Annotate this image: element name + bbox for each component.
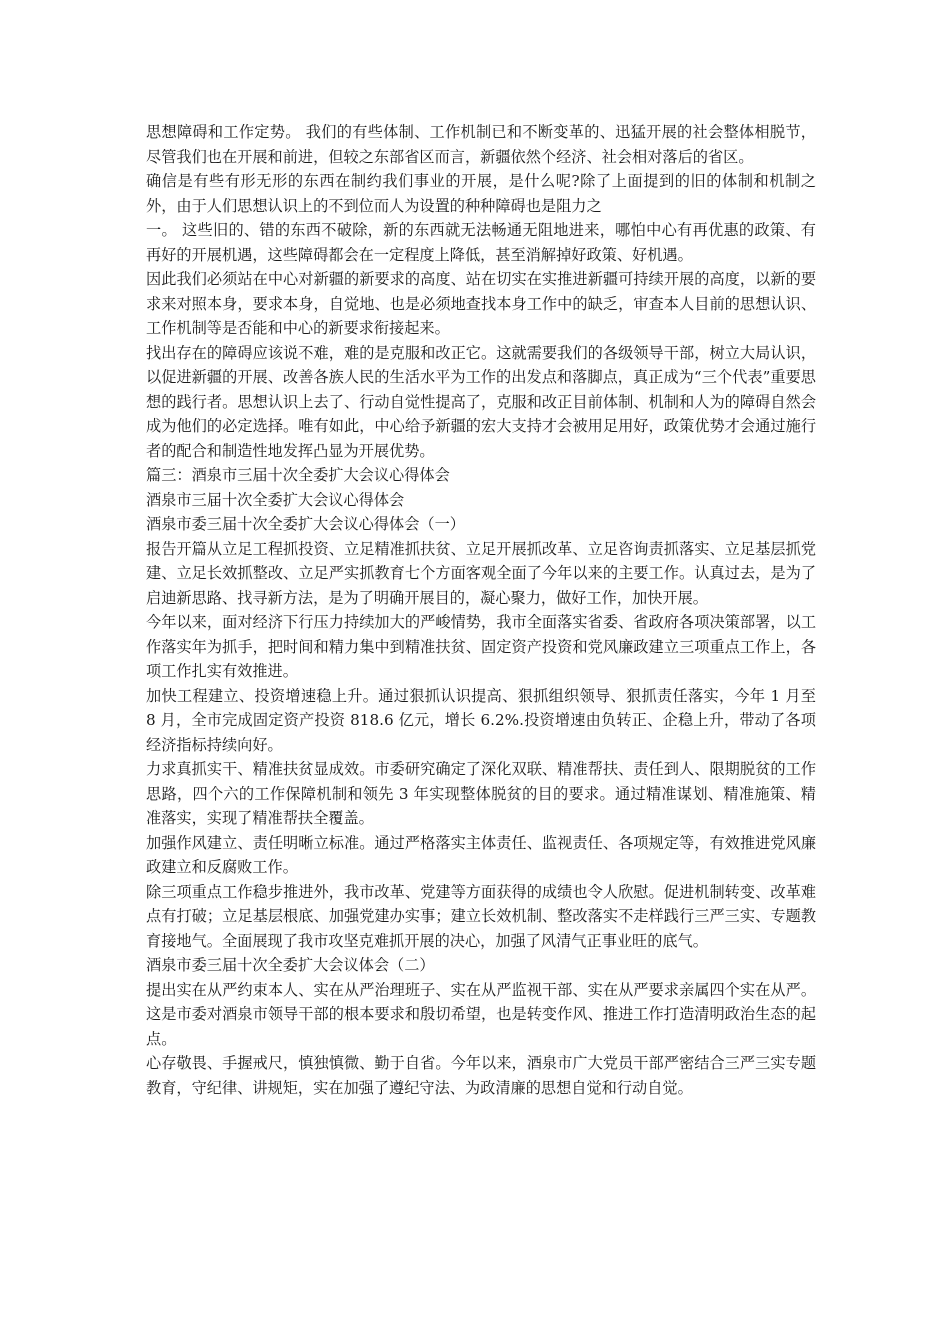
paragraph: 加强作风建立、责任明晰立标准。通过严格落实主体责任、监视责任、各项规定等，有效推进党风廉政建立和反腐败工作。 [146,833,816,876]
paragraph: 找出存在的障碍应该说不难，难的是克服和改正它。这就需要我们的各级领导干部，树立大局认识，以促进新疆的开展、改善各族人民的生活水平为工作的出发点和落脚点，真正成为“三个代表”重要思想的践行者。思想认识上去了、行动自觉性提高了，克服和改正目前体制、机制和人为的障碍自然会成为他们的必定选择。唯有如此，中心给予新疆的宏大支持才会被用足用好，政策优势才会通过施行者的配合和制造性地发挥凸显为开展优势。 [146,343,816,460]
paragraph: 今年以来，面对经济下行压力持续加大的严峻情势，我市全面落实省委、省政府各项决策部署，以工作落实年为抓手，把时间和精力集中到精准扶贫、固定资产投资和党风廉政建立三项重点工作上，各项工作扎实有效推进。 [146,613,816,680]
subsection-title: 酒泉市委三届十次全委扩大会议心得体会（一） [146,515,465,533]
paragraph: 提出实在从严约束本人、实在从严治理班子、实在从严监视干部、实在从严要求亲属四个实在从严。这是市委对酒泉市领导干部的根本要求和殷切希望，也是转变作风、推进工作打造清明政治生态的起点。 [146,980,816,1048]
section-heading: 篇三：酒泉市三届十次全委扩大会议心得体会 [146,466,450,484]
paragraph: 力求真抓实干、精准扶贫显成效。市委研究确定了深化双联、精准帮扶、责任到人、限期脱贫的工作思路，四个六的工作保障机制和领先 3 年实现整体脱贫的目的要求。通过精准谋划、精准施策、精准落实，实现了精准帮扶全覆盖。 [146,760,816,827]
paragraph: 加快工程建立、投资增速稳上升。通过狠抓认识提高、狠抓组织领导、狠抓责任落实，今年 1 月至 8 月，全市完成固定资产投资 818.6 亿元，增长 6.2%.投资增速由负转正、企稳上升，带动了各项经济指标持续向好。 [146,686,816,754]
paragraph: 因此我们必须站在中心对新疆的新要求的高度、站在切实在实推进新疆可持续开展的高度，以新的要求来对照本身，要求本身，自觉地、也是必须地查找本身工作中的缺乏，审查本人目前的思想认识、工作机制等是否能和中心的新要求衔接起来。 [146,270,816,337]
paragraph: 除三项重点工作稳步推进外，我市改革、党建等方面获得的成绩也令人欣慰。促进机制转变、改革难点有打破；立足基层根底、加强党建办实事；建立长效机制、整改落实不走样践行三严三实、专题教育接地气。全面展现了我市攻坚克难抓开展的决心，加强了风清气正事业旺的底气。 [146,882,816,950]
paragraph: 报告开篇从立足工程抓投资、立足精准抓扶贫、立足开展抓改革、立足咨询责抓落实、立足基层抓党建、立足长效抓整改、立足严实抓教育七个方面客观全面了今年以来的主要工作。认真过去，是为了启迪新思路、找寻新方法，是为了明确开展目的，凝心聚力，做好工作，加快开展。 [146,539,816,607]
subsection-title: 酒泉市委三届十次全委扩大会议体会（二） [146,956,435,974]
paragraph: 心存敬畏、手握戒尺，慎独慎微、勤于自省。今年以来，酒泉市广大党员干部严密结合三严三实专题教育，守纪律、讲规矩，实在加强了遵纪守法、为政清廉的思想自觉和行动自觉。 [146,1054,816,1097]
section-title: 酒泉市三届十次全委扩大会议心得体会 [146,490,405,509]
paragraph: 确信是有些有形无形的东西在制约我们事业的开展，是什么呢?除了上面提到的旧的体制和机制之外，由于人们思想认识上的不到位而人为设置的种种障碍也是阻力之 [146,172,816,215]
paragraph: 思想障碍和工作定势。 我们的有些体制、工作机制已和不断变革的、迅猛开展的社会整体相脱节，尽管我们也在开展和前进，但较之东部省区而言，新疆依然个经济、社会相对落后的省区。 [146,123,816,166]
document-body [146,120,816,1100]
paragraph: 一。 这些旧的、错的东西不破除，新的东西就无法畅通无阻地进来，哪怕中心有再优惠的政策、有再好的开展机遇，这些障碍都会在一定程度上降低，甚至消解掉好政策、好机遇。 [146,221,816,264]
